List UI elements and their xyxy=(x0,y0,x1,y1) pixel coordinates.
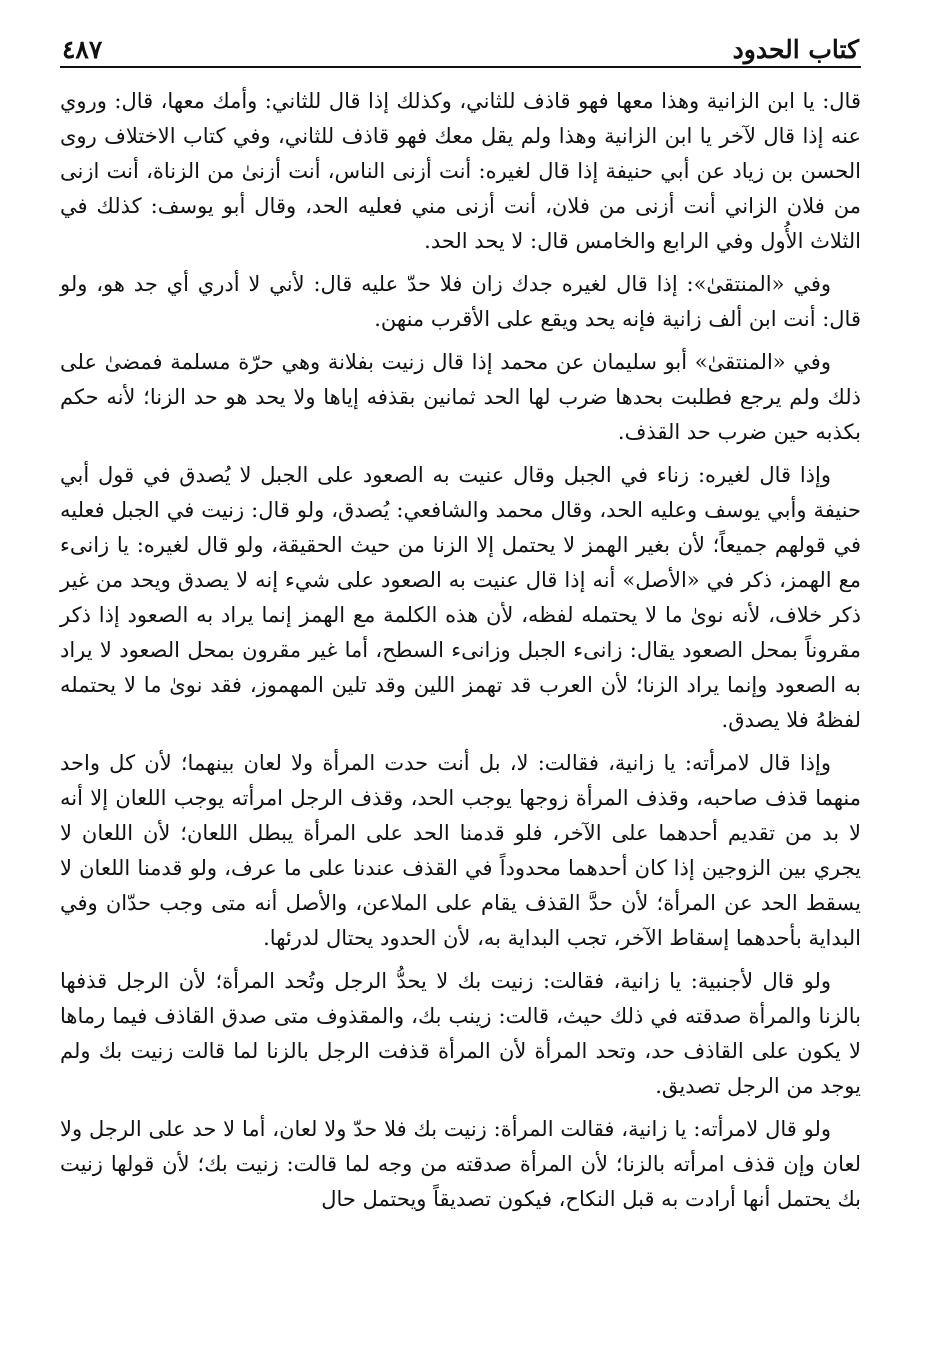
running-title: كتاب الحدود xyxy=(732,35,859,64)
header-rule xyxy=(60,66,861,68)
paragraph: وإذا قال لغيره: زناء في الجبل وقال عنيت به الصعود على الجبل لا يُصدق في قول أبي حنيفة وأبي يوسف وعليه الحد، وقال محمد والشافعي: يُصدق، ولو قال: زنيت في الجبل فعليه في قولهم جميعاً؛ لأن بغير الهمز لا يحتمل إلا الزنا من حيث الحقيقة، ولو قال لغيره: يا زانىء مع الهمز، ذكر في «الأصل» أنه إذا قال عنيت به الصعود على شيء إنه لا يصدق ويحد من غير ذكر خلاف، لأنه نوىٰ ما لا يحتمله لفظه، لأن هذه الكلمة مع الهمز إنما يراد به الصعود إذا ذكر مقروناً بمحل الصعود يقال: زانىء الجبل وزانىء السطح، أما غير مقرون بمحل الصعود لا يراد به الصعود وإنما يراد الزنا؛ لأن العرب قد تهمز اللين وقد تلين المهموز، فقد نوىٰ ما لا يحتمله لفظهُ فلا يصدق. xyxy=(60,463,861,732)
page-header xyxy=(62,30,859,66)
paragraph: ولو قال لامرأته: يا زانية، فقالت المرأة: زنيت بك فلا حدّ ولا لعان، أما لا حد على الرجل ولا لعان وإن قذف امرأته بالزنا؛ لأن المرأة صدقته من وجه لما قالت: زنيت بك؛ لأن قولها زنيت بك يحتمل أنها أرادت به قبل النكاح، فيكون تصديقاً ويحتمل حال xyxy=(60,1117,861,1211)
page-number: ٤٨٧ xyxy=(62,35,103,64)
paragraph: ولو قال لأجنبية: يا زانية، فقالت: زنيت بك لا يحدُّ الرجل وتُحد المرأة؛ لأن الرجل قذفها بالزنا والمرأة صدقته في ذلك حيث، قالت: زينب بك، والمقذوف متى صدق القاذف فيما رماها لا يكون على القاذف حد، وتحد المرأة لأن المرأة قذفت الرجل بالزنا لما قالت زنيت بك ولم يوجد من الرجل تصديق. xyxy=(60,969,861,1098)
paragraph: وفي «المنتقىٰ» أبو سليمان عن محمد إذا قال زنيت بفلانة وهي حرّة مسلمة فمضىٰ على ذلك ولم يرجع فطلبت بحدها ضرب لها الحد ثمانين بقذفه إياها ولا يحد هو حد الزنا؛ لأنه حكم بكذبه حين ضرب حد القذف. xyxy=(60,350,861,444)
paragraph: وإذا قال لامرأته: يا زانية، فقالت: لا، بل أنت حدت المرأة ولا لعان بينهما؛ لأن كل واحد منهما قذف صاحبه، وقذف المرأة زوجها يوجب الحد، وقذف الرجل امرأته يوجب اللعان إلا أنه لا بد من تقديم أحدهما على الآخر، فلو قدمنا الحد على المرأة يبطل اللعان؛ لأن اللعان لا يجري بين الزوجين إذا كان أحدهما محدوداً في القذف عندنا على ما عرف، ولو قدمنا اللعان لا يسقط الحد عن المرأة؛ لأن حدَّ القذف يقام على الملاعن، والأصل أنه متى وجب حدّان وفي البداية بأحدهما إسقاط الآخر، تجب البداية به، لأن الحدود يحتال لدرئها. xyxy=(60,751,861,950)
paragraph: وفي «المنتقىٰ»: إذا قال لغيره جدك زان فلا حدّ عليه قال: لأني لا أدري أي جد هو، ولو قال: أنت ابن ألف زانية فإنه يحد ويقع على الأقرب منهن. xyxy=(60,272,861,331)
paragraph: قال: يا ابن الزانية وهذا معها فهو قاذف للثاني، وكذلك إذا قال للثاني: وأمك معها، قال: وروي عنه إذا قال لآخر يا ابن الزانية وهذا ولم يقل معك فهو قاذف للثاني، وفي كتاب الاختلاف روى الحسن بن زياد عن أبي حنيفة إذا قال لغيره: أنت أزنى الناس، أنت أزنىٰ من الزناة، أنت ازنى من فلان الزاني أنت أزنى من فلان، أنت أزنى مني فعليه الحد، وقال أبو يوسف: كذلك في الثلاث الأُول وفي الرابع والخامس قال: لا يحد الحد. xyxy=(60,89,861,253)
page-body xyxy=(60,84,861,1225)
